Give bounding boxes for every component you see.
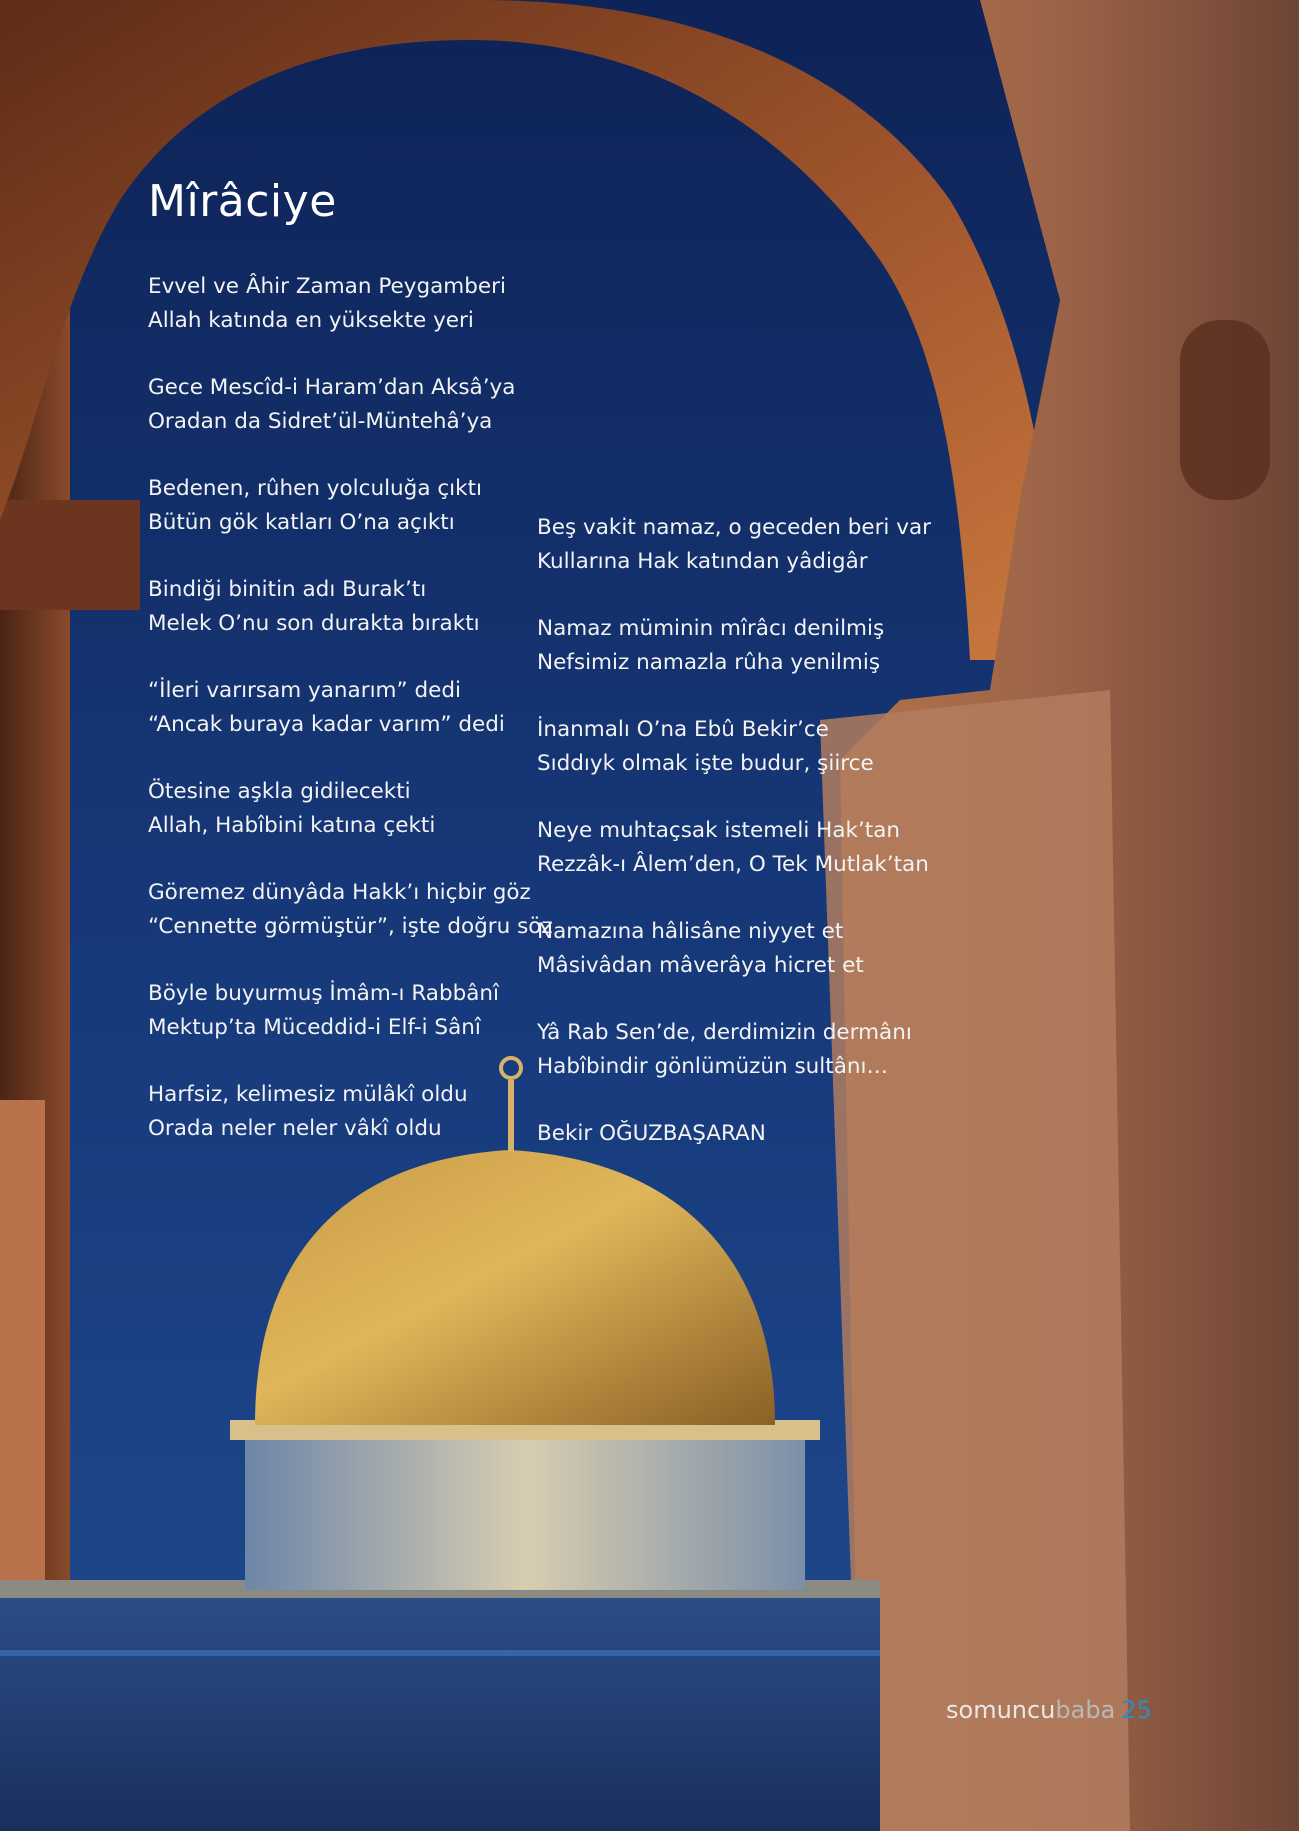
verse-line: Mâsivâdan mâverâya hicret et xyxy=(537,953,864,978)
verse-line: Ötesine aşkla gidilecekti xyxy=(148,779,411,804)
verse-line: Mektup’ta Müceddid-i Elf-i Sânî xyxy=(148,1015,481,1040)
verse-line: “Ancak buraya kadar varım” dedi xyxy=(148,712,505,737)
verse-line: Habîbindir gönlümüzün sultânı… xyxy=(537,1054,888,1079)
stanza xyxy=(148,977,548,1045)
stanza xyxy=(148,573,548,641)
verse-line: Sıddıyk olmak işte budur, şiirce xyxy=(537,751,874,776)
page-footer xyxy=(946,1696,1152,1724)
verse-line: Bedenen, rûhen yolculuğa çıktı xyxy=(148,476,482,501)
stanza xyxy=(537,612,937,680)
stanza xyxy=(537,814,937,882)
poem-column-right xyxy=(537,511,937,1151)
stanza xyxy=(537,511,937,579)
verse-line: Neye muhtaçsak istemeli Hak’tan xyxy=(537,818,901,843)
poem-title: Mîrâciye xyxy=(148,176,337,227)
verse-line: Allah katında en yüksekte yeri xyxy=(148,308,474,333)
stanza xyxy=(537,1016,937,1084)
verse-line: Bindiği binitin adı Burak’tı xyxy=(148,577,427,602)
stanza xyxy=(148,876,553,944)
verse-line: Harfsiz, kelimesiz mülâkî oldu xyxy=(148,1082,468,1107)
stanza xyxy=(148,270,548,338)
verse-line: İnanmalı O’na Ebû Bekir’ce xyxy=(537,717,829,742)
stanza xyxy=(537,915,937,983)
stanza xyxy=(537,713,937,781)
verse-line: Gece Mescîd-i Haram’dan Aksâ’ya xyxy=(148,375,516,400)
verse-line: Evvel ve Âhir Zaman Peygamberi xyxy=(148,274,506,299)
verse-line: “İleri varırsam yanarım” dedi xyxy=(148,678,461,703)
verse-line: Kullarına Hak katından yâdigâr xyxy=(537,549,868,574)
verse-line: Rezzâk-ı Âlem’den, O Tek Mutlak’tan xyxy=(537,852,929,877)
magazine-brand-part2: baba xyxy=(1055,1696,1116,1724)
verse-line: Böyle buyurmuş İmâm-ı Rabbânî xyxy=(148,981,500,1006)
verse-line: Göremez dünyâda Hakk’ı hiçbir göz xyxy=(148,880,531,905)
verse-line: Bütün gök katları O’na açıktı xyxy=(148,510,455,535)
poem-author: Bekir OĞUZBAŞARAN xyxy=(537,1121,766,1146)
verse-line: Namazına hâlisâne niyyet et xyxy=(537,919,844,944)
verse-line: Oradan da Sidret’ül-Müntehâ’ya xyxy=(148,409,493,434)
magazine-brand-part1: somuncu xyxy=(946,1696,1056,1724)
verse-line: Yâ Rab Sen’de, derdimizin dermânı xyxy=(537,1020,912,1045)
stanza xyxy=(148,674,548,742)
stanza xyxy=(148,775,548,843)
verse-line: Allah, Habîbini katına çekti xyxy=(148,813,436,838)
stanza xyxy=(148,371,548,439)
verse-line: Orada neler neler vâkî oldu xyxy=(148,1116,442,1141)
stanza xyxy=(148,472,548,540)
verse-line: Nefsimiz namazla rûha yenilmiş xyxy=(537,650,881,675)
verse-line: Beş vakit namaz, o geceden beri var xyxy=(537,515,931,540)
page-number: 25 xyxy=(1121,1696,1152,1724)
verse-line: Namaz müminin mîrâcı denilmiş xyxy=(537,616,885,641)
verse-line: “Cennette görmüştür”, işte doğru söz xyxy=(148,914,553,939)
stanza xyxy=(148,1078,548,1146)
verse-line: Melek O’nu son durakta bıraktı xyxy=(148,611,480,636)
poem-column-left xyxy=(148,270,553,1179)
